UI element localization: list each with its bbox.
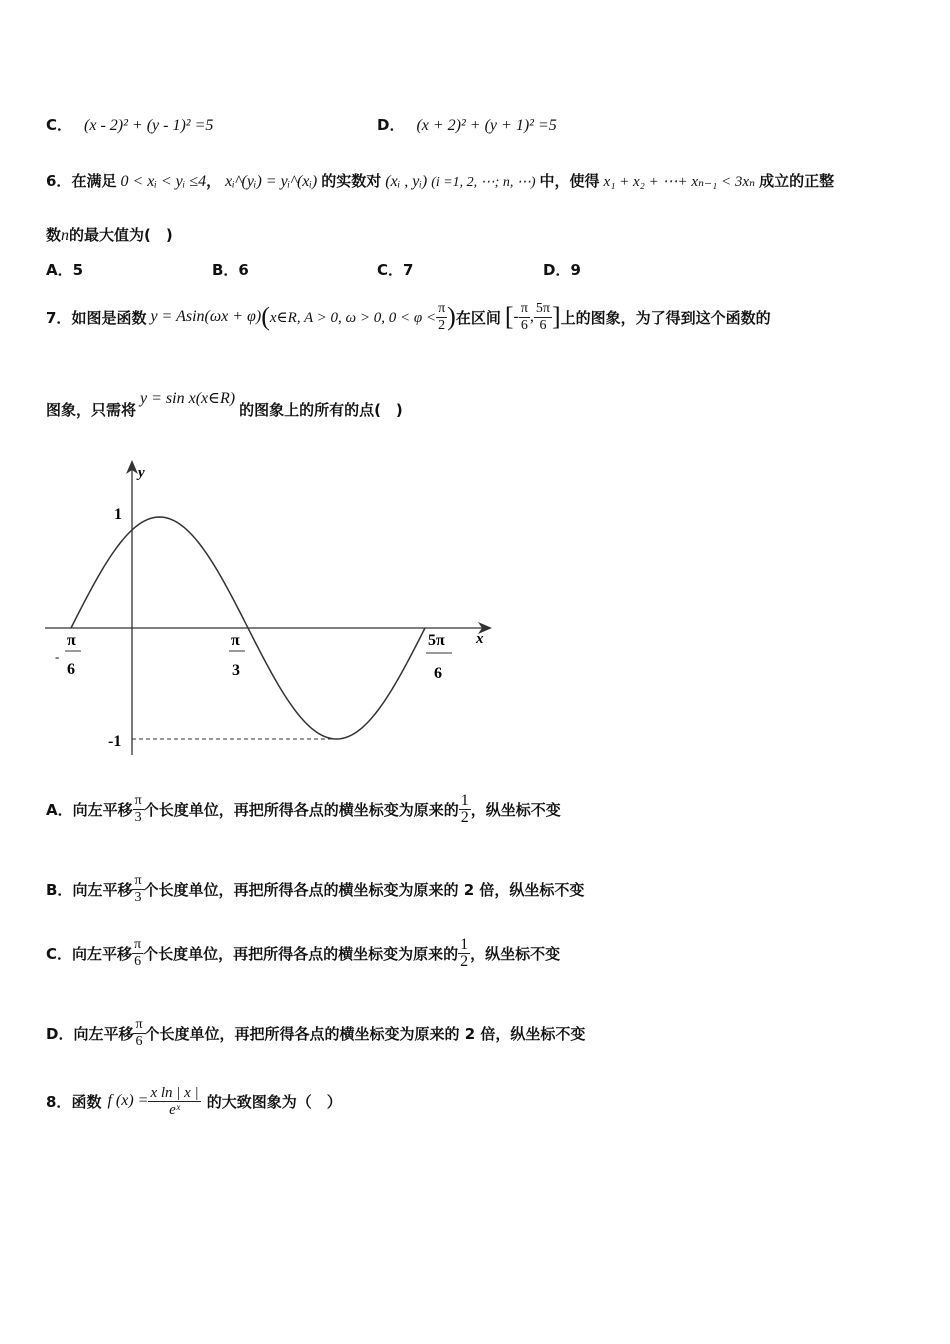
q7-interval-left-den: 6: [520, 317, 528, 333]
q6-text6: 的最大值为( ): [69, 226, 173, 244]
q8-fx: f (x) =: [107, 1092, 149, 1109]
q7-option-d-text2: 个长度单位，再把所得各点的横坐标变为原来的 2 倍，纵坐标不变: [144, 1024, 586, 1043]
q6-option-c: C．7: [377, 261, 414, 279]
q7-line2: [46, 390, 403, 420]
q7-option-a-text3: ，纵坐标不变: [470, 800, 561, 819]
q6-option-a: A．5: [46, 261, 84, 279]
q5-option-c: [46, 114, 213, 135]
q7-option-a-label: A．: [46, 800, 73, 819]
q7-option-a-ratio: [459, 793, 471, 826]
q7-cond: x∈R, A > 0, ω > 0, 0 < φ <: [269, 309, 437, 326]
q7-interval-left-num: π: [520, 300, 528, 316]
q7-option-a-text2: 个长度单位，再把所得各点的横坐标变为原来的: [143, 800, 459, 819]
q7-text4: 图象，只需将: [46, 401, 137, 419]
tick-pi3-den: 3: [232, 662, 240, 679]
q8-frac-num: x ln | x |: [150, 1084, 199, 1101]
q8-line: [46, 1075, 342, 1127]
q6-text4: 成立的正整: [759, 172, 835, 190]
q7-option-a-frac-num: π: [134, 792, 142, 808]
q7-interval-left: [519, 301, 530, 334]
q5-option-d-formula: (x + 2)² + (y + 1)² =5: [416, 117, 557, 134]
tick-5pi6-num: 5π: [428, 632, 445, 649]
q8-number: 8．: [46, 1092, 72, 1111]
tick-neg-pi6-den: 6: [67, 661, 75, 678]
q7-bracket-open: [: [504, 302, 514, 331]
q7-option-c-label: C．: [46, 944, 73, 963]
q6-pair: (xᵢ , yᵢ): [385, 173, 428, 190]
q6-option-b: B．6: [212, 261, 249, 279]
y-tick-neg-one: -1: [108, 733, 122, 750]
q6-index: (i =1, 2, ⋯; n, ⋯): [431, 175, 536, 190]
q7-option-c-ratio-den: 2: [460, 952, 469, 970]
q6-text3: 中，使得: [539, 172, 600, 190]
q7-option-c-frac: [132, 937, 143, 970]
q7-option-a-ratio-num: 1: [460, 791, 469, 809]
q7-option-d-text1: 向左平移: [73, 1024, 134, 1043]
q7-option-b: [46, 866, 584, 912]
q7-graph: [40, 455, 500, 765]
q7-option-a-frac-den: 3: [134, 809, 142, 825]
q7-option-a-ratio-den: 2: [460, 808, 469, 826]
q7-text3: 上的图象，为了得到这个函数的: [560, 308, 771, 327]
y-axis-label: y: [138, 465, 145, 481]
q7-option-b-frac-num: π: [134, 872, 142, 888]
q7-option-d: [46, 1010, 585, 1056]
q7-option-a-frac: [133, 793, 144, 826]
q7-option-d-frac-den: 6: [135, 1033, 143, 1049]
x-axis-label: x: [476, 631, 484, 647]
q6-text1: 在满足: [71, 172, 117, 190]
q6-option-d: D．9: [543, 261, 581, 279]
q5-option-c-label: C．: [46, 116, 73, 134]
tick-neg-pi6-num: π: [67, 632, 76, 649]
y-tick-one: 1: [114, 506, 122, 523]
q6-cond1: 0 < xᵢ < yᵢ ≤4: [120, 173, 207, 190]
tick-5pi6-den: 6: [434, 665, 442, 682]
q5-option-c-formula: (x - 2)² + (y - 1)² =5: [84, 117, 214, 134]
q6-n: n: [61, 227, 70, 244]
q7-line1: 7． 如图是函数 y = Asin(ωx + φ) ( x∈R, A > 0, ω > 0, 0 < φ < $\frac{\pi}{2}$ ) 在区间 [ - $\frac{\pi}{6}$ , $\frac{5\pi}{6}$ ] 上的图象，为了得到这个函数的: [46, 300, 771, 333]
q7-option-d-frac-num: π: [135, 1016, 143, 1032]
q6-comma: ，: [206, 172, 222, 190]
q8-text1: 函数: [71, 1092, 102, 1111]
q7-text2: 在区间: [455, 308, 501, 327]
q6-cond2: xᵢ^(yᵢ) = yᵢ^(xᵢ): [225, 173, 318, 190]
tick-neg-pi6-sign: -: [55, 649, 60, 664]
q7-option-c-ratio-num: 1: [460, 935, 469, 953]
q7-option-c-text3: ，纵坐标不变: [470, 944, 561, 963]
q8-frac: [148, 1085, 200, 1118]
q8-frac-den: eˣ: [169, 1101, 181, 1118]
q5-option-d-label: D．: [377, 116, 405, 134]
q7-func: y = Asin(ωx + φ): [150, 308, 262, 325]
q7-option-d-label: D．: [46, 1024, 74, 1043]
q7-interval-neg: -: [513, 308, 519, 325]
q5-option-d: [377, 114, 557, 135]
q7-option-c-text2: 个长度单位，再把所得各点的横坐标变为原来的: [143, 944, 459, 963]
q7-option-a: [46, 786, 561, 832]
tick-pi3-num: π: [231, 632, 240, 649]
q7-text1: 如图是函数: [71, 308, 147, 327]
q7-cond-frac: [436, 301, 447, 334]
q6-text5: 数: [46, 226, 62, 244]
q7-option-c-frac-num: π: [134, 936, 142, 952]
q7-bracket-close: ]: [551, 302, 561, 331]
q6-text2: 的实数对: [321, 172, 382, 190]
q7-option-b-label: B．: [46, 880, 73, 899]
q7-number: 7．: [46, 308, 72, 327]
q6-line1: [46, 170, 834, 191]
q6-ineq: x₁ + x₂ + ⋯+ xₙ₋₁ < 3xₙ: [603, 174, 756, 190]
q7-option-b-text2: 个长度单位，再把所得各点的横坐标变为原来的 2 倍，纵坐标不变: [143, 880, 585, 899]
q7-interval-right-num: 5π: [535, 300, 550, 316]
q6-number: 6．: [46, 172, 72, 190]
q7-interval-right-den: 6: [539, 317, 547, 333]
q7-cond-frac-num: π: [438, 300, 446, 316]
q7-paren-close: ): [447, 302, 456, 331]
q8-text2: 的大致图象为（ ）: [206, 1092, 342, 1111]
q7-sinfunc: y = sin x(x∈R): [140, 390, 236, 407]
q7-option-c-ratio: [458, 937, 470, 970]
q7-interval-right: [534, 301, 552, 334]
q7-paren-open: (: [261, 302, 270, 331]
q7-option-c-text1: 向左平移: [72, 944, 133, 963]
q6-line2: [46, 224, 173, 245]
q7-text5: 的图象上的所有的点( ): [239, 401, 403, 419]
q7-option-c: [46, 930, 560, 976]
q7-option-d-frac: [133, 1017, 144, 1050]
q7-option-a-text1: 向左平移: [72, 800, 133, 819]
q7-option-b-text1: 向左平移: [72, 880, 133, 899]
q7-option-b-frac-den: 3: [134, 889, 142, 905]
q7-option-b-frac: [132, 873, 143, 906]
q7-cond-frac-den: 2: [438, 317, 446, 333]
q7-option-c-frac-den: 6: [134, 953, 142, 969]
